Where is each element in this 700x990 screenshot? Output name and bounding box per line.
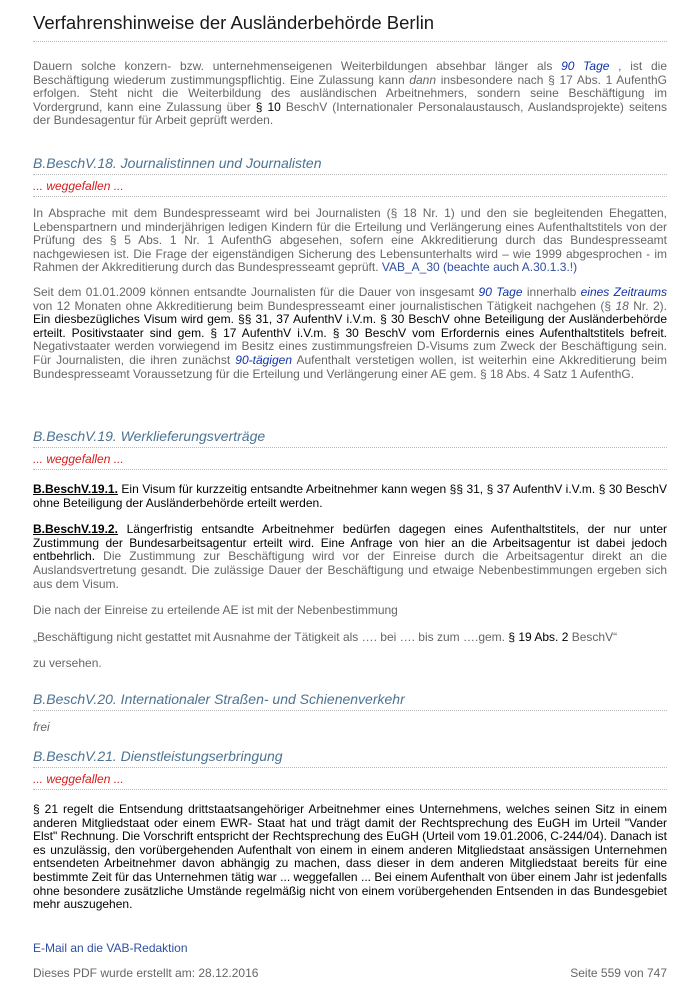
section-heading-20: B.BeschV.20. Internationaler Straßen- und Schienenverkehr — [33, 691, 667, 711]
days-link[interactable]: 90 Tage — [478, 284, 523, 299]
intro-paragraph — [33, 60, 667, 128]
s19-text: Ein Visum für kurzzeitig entsandte Arbeitnehmer kann wegen §§ 31, § 37 AufenthV i.V.m. § 30 BeschV ohne Beteiligung der Ausländerbehörde erteilt werden. — [33, 482, 667, 510]
ref-19-2: B.BeschV.19.2. — [33, 522, 118, 537]
intro-text: , ist die Beschäftigung wiederum zustimmungspflichtig. Eine Zulassung kann — [33, 59, 667, 87]
s18-text: In Absprache mit dem Bundespresseamt wird bei Journalisten (§ 18 Nr. 1) und den sie begleitenden Ehegatten, Lebenspartnern und minderjährigen ledigen Kindern für die Erteilung und Verlängerung eines Aufenthaltstitels von der Prüfung des § 5 Abs. 1 Nr. 1 AufenthG abgesehen, sofern eine Akkreditierung durch das Bundespresseamt nachgewiesen ist. Die Frage der eigenständigen Sicherung des Lebensunterhalts wird – wie 1999 abgesprochen - im Rahmen der Akkreditierung durch das Bundespresseamt geprüft. — [33, 205, 667, 275]
intro-text: insbesondere nach § 17 Abs. 1 AufenthG erfolgen. Steht nicht die Weiterbildung des ausländischen Arbeitnehmers, sondern seine Beschäftigung im Vordergrund, kann eine Zulassung über — [33, 72, 667, 114]
page-title: Verfahrenshinweise der Ausländerbehörde Berlin — [33, 12, 667, 42]
s19-1-paragraph — [33, 483, 667, 510]
s18-paragraph-2 — [33, 286, 667, 381]
section-heading-21: B.BeschV.21. Dienstleistungserbringung — [33, 748, 667, 768]
intro-text: Dauern solche konzern- bzw. unternehmenseigenen Weiterbildungen absehbar länger als — [33, 59, 562, 73]
s19-gray-text: Die Zustimmung zur Beschäftigung wird vor der Einreise durch die Arbeitsagentur direkt an die Auslandsvertretung gesandt. Die zulässige Dauer der Beschäftigung und etwaige Nebenbestimmungen ergeben sich aus dem Visum. — [33, 549, 667, 591]
s18-text: Negativstaater werden vorwiegend im Besitz eines zustimmungsfreien D-Visums zum Zweck der Beschäftigung sein. Für Journalisten, die ihren zunächst — [33, 339, 667, 367]
removed-note-21: ... weggefallen ... — [33, 772, 667, 790]
s19-quote — [33, 631, 667, 645]
quote-para-ref: § 19 Abs. 2 — [508, 629, 569, 644]
section-heading-18: B.BeschV.18. Journalistinnen und Journalisten — [33, 155, 667, 175]
intro-text: BeschV (Internationaler Personalaustausch, Auslandsprojekte) seitens der Bundesagentur für Arbeit geprüft werden. — [33, 99, 667, 128]
s18-text: Seit dem 01.01.2009 können entsandte Journalisten für die Dauer von insgesamt — [33, 284, 479, 299]
ref-19-1: B.BeschV.19.1. — [33, 482, 118, 497]
period-link[interactable]: eines Zeitraums — [580, 284, 667, 299]
s18-text: von 12 Monaten ohne Akkreditierung beim Bundespresseamt einer journalistischen Tätigkeit nachgehen (§ — [33, 298, 616, 313]
s18-black-text: Ein diesbezügliches Visum wird gem. §§ 31, 37 AufenthV i.V.m. § 30 BeschV ohne Beteiligung der Ausländerbehörde erteilt. Positivstaater sind gem. § 17 AufenthV i.V.m. § 30 BeschV vom Erfordernis eines Aufenthaltstitels befreit. — [33, 312, 667, 340]
intro-days-link[interactable]: 90 Tage — [561, 59, 610, 73]
intro-para-ref: § 10 — [255, 99, 281, 114]
s18-text: Aufenthalt verstetigen wollen, ist weiterhin eine Akkreditierung beim Bundespresseamt Voraussetzung für die Erteilung und Verlängerung einer AE gem. § 18 Abs. 4 Satz 1 AufenthG. — [33, 352, 668, 381]
quote-text: BeschV“ — [568, 629, 618, 644]
s19-nebenbestimmung: Die nach der Einreise zu erteilende AE ist mit der Nebenbestimmung — [33, 603, 398, 618]
footer-created: Dieses PDF wurde erstellt am: 28.12.2016 — [33, 966, 259, 980]
removed-note-19: ... weggefallen ... — [33, 452, 667, 470]
s21-paragraph: § 21 regelt die Entsendung drittstaatsangehöriger Arbeitnehmer eines Unternehmens, welches seinen Sitz in einem anderen Mitgliedstaat oder einem EWR- Staat hat und trägt damit der Rechtsprechung des EuGH im Urteil "Vander Elst" Rechnung. Die Vorschrift entspricht der Rechtsprechung des EuGH (Urteil vom 19.01.2006, C-244/04). Danach ist es unzulässig, den vorübergehenden Aufenthalt von einem in einem anderen Mitgliedstaat ansässigen Unternehmen entsendeten Arbeitnehmer davon abhängig zu machen, dass dieser in dem anderen Mitgliedstaat bereits für eine bestimmte Zeit für das Unternehmen tätig war ... weggefallen ... Bei einem Aufenthalt von über einem Jahr ist jedenfalls ohne besondere zusätzliche Umstände regelmäßig nicht von einem vorübergehenden Entsenden in das Bundesgebiet mehr auszugehen. — [33, 802, 667, 912]
email-link[interactable]: E-Mail an die VAB-Redaktion — [33, 940, 188, 955]
footer-page-number: Seite 559 von 747 — [570, 966, 667, 980]
s19-black-text: Längerfristig entsandte Arbeitnehmer bedürfen dagegen eines Aufenthaltstitels, der nur unter Zustimmung der Bundesarbeitsagentur erteilt wird. Eine Anfrage von hier an die Arbeitsagentur ist dabei jedoch entbehrlich. — [33, 522, 667, 564]
s18-text: Nr. 2). — [628, 298, 667, 313]
vab-a-30-link[interactable]: VAB_A_30 (beachte auch A.30.1.3.!) — [381, 260, 578, 275]
s18-paragraph-1 — [33, 207, 667, 275]
s18-text: innerhalb — [522, 284, 581, 299]
intro-dann: dann — [409, 72, 437, 87]
s18-number: 18 — [615, 298, 629, 313]
s19-2-paragraph — [33, 523, 667, 591]
section-heading-19: B.BeschV.19. Werklieferungsverträge — [33, 428, 667, 448]
page — [33, 0, 667, 955]
removed-note-18: ... weggefallen ... — [33, 179, 667, 197]
page-footer — [33, 966, 667, 980]
s20-free: frei — [33, 720, 50, 735]
quote-text: „Beschäftigung nicht gestattet mit Ausnahme der Tätigkeit als …. bei …. bis zum ….gem. — [33, 629, 509, 644]
90-days-link[interactable]: 90-tägigen — [235, 352, 292, 367]
s19-versehen: zu versehen. — [33, 656, 102, 671]
